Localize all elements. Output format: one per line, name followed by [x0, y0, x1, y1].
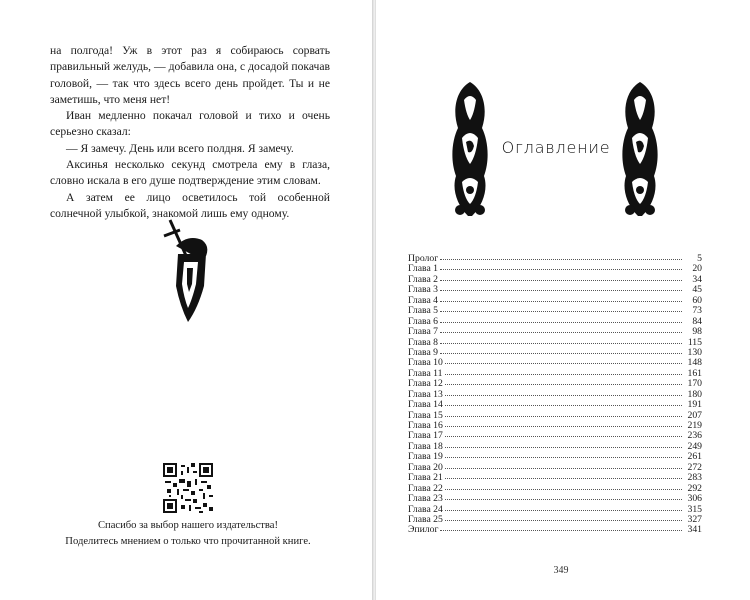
bird-ornament-icon: [616, 80, 664, 220]
toc-entry-page: 161: [687, 367, 702, 379]
toc-entry-title: Глава 15: [408, 409, 443, 421]
toc-entry-page: 115: [687, 336, 702, 348]
toc-leader: [445, 388, 682, 396]
toc-entry-title: Глава 19: [408, 451, 443, 463]
toc-entry-title: Глава 2: [408, 273, 439, 285]
toc-entry-title: Глава 8: [408, 336, 439, 348]
toc-entry-page: 84: [692, 315, 702, 327]
toc-entry-page: 170: [687, 378, 702, 390]
thanks-line: Поделитесь мнением о только что прочитанной книге.: [65, 535, 311, 547]
toc-entry-page: 292: [687, 482, 702, 494]
toc-leader: [445, 513, 682, 521]
toc-leader: [440, 262, 682, 270]
toc-entry-title: Эпилог: [408, 524, 439, 536]
toc-leader: [445, 461, 682, 469]
toc-entry-title: Глава 1: [408, 263, 439, 275]
toc-entry-page: 180: [687, 388, 702, 400]
toc-leader: [445, 450, 682, 458]
toc-entry-title: Глава 25: [408, 513, 443, 525]
toc-leader: [440, 294, 682, 302]
toc-entry-title: Глава 16: [408, 420, 443, 431]
toc-entry-page: 236: [687, 430, 702, 442]
toc-leader: [445, 471, 682, 479]
toc-title: Оглавление: [501, 138, 611, 157]
toc-leader: [440, 325, 682, 333]
toc-entry-title: Глава 12: [408, 378, 443, 390]
toc-leader: [445, 503, 682, 511]
paragraph: — Я замечу. День или всего полдня. Я замечу.: [66, 141, 294, 155]
toc-entry-title: Глава 24: [408, 503, 443, 515]
sword-shield-ornament-icon: [158, 216, 218, 326]
toc-entry-title: Глава 18: [408, 440, 443, 452]
toc-entry-title: Глава 11: [408, 367, 443, 379]
toc-entry-title: Пролог: [408, 253, 439, 264]
toc-leader: [445, 356, 682, 364]
toc-leader: [440, 523, 682, 531]
story-text: [50, 43, 330, 222]
toc-entry-title: Глава 6: [408, 315, 439, 327]
toc-entry-title: Глава 22: [408, 482, 443, 494]
toc-entry-page: 5: [697, 253, 702, 264]
toc-leader: [445, 377, 682, 385]
toc-entry-title: Глава 20: [408, 461, 443, 473]
toc-entry-page: 219: [687, 420, 702, 431]
toc-entry-page: 98: [692, 326, 702, 338]
toc-leader: [445, 398, 682, 406]
toc-leader: [445, 482, 682, 490]
toc-leader: [445, 492, 682, 500]
toc-leader: [440, 315, 682, 323]
toc-entry-page: 148: [687, 357, 702, 369]
toc-leader: [445, 419, 682, 427]
toc-entry-page: 60: [692, 294, 702, 306]
toc-leader: [445, 409, 682, 417]
toc-entry-page: 45: [692, 284, 702, 296]
toc-entry-page: 306: [687, 493, 702, 505]
toc-entry-page: 130: [687, 346, 702, 358]
toc-entry-title: Глава 3: [408, 284, 439, 296]
publisher-thanks: [60, 518, 316, 549]
toc-leader: [445, 440, 682, 448]
toc-entry-page: 207: [687, 409, 702, 421]
paragraph: на полгода! Уж в этот раз я собираюсь сорвать правильный желудь, — добавила она, с досадой покачав головой, — так что здесь всего день пройдет. Ты и не заметишь, что меня нет!: [50, 44, 330, 106]
thanks-line: Спасибо за выбор нашего издательства!: [97, 520, 279, 531]
toc-entry-page: 191: [687, 399, 702, 411]
toc-entry-page: 327: [687, 513, 702, 525]
toc-leader: [440, 252, 682, 260]
toc-leader: [440, 273, 682, 281]
toc-leader: [445, 429, 682, 437]
toc-entry-title: Глава 17: [408, 430, 443, 442]
toc-entry-title: Глава 7: [408, 326, 439, 338]
toc-entry-page: 272: [687, 461, 702, 473]
toc-leader: [445, 367, 682, 375]
toc-leader: [440, 336, 682, 344]
page-number: 349: [553, 565, 569, 576]
toc-leader: [440, 304, 682, 312]
toc-leader: [440, 346, 682, 354]
toc-entry-title: Глава 4: [408, 294, 439, 306]
toc-entry-page: 261: [687, 451, 702, 463]
table-of-contents: [408, 253, 702, 535]
toc-entry-title: Глава 13: [408, 388, 443, 400]
toc-heading: [446, 80, 666, 220]
toc-entry-page: 283: [687, 472, 702, 484]
toc-entry-page: 341: [687, 524, 702, 536]
bird-ornament-icon: [446, 80, 494, 220]
toc-entry-title: Глава 10: [408, 357, 443, 369]
qr-code-icon[interactable]: [163, 463, 213, 513]
toc-entry[interactable]: [408, 524, 702, 534]
paragraph: А затем ее лицо осветилось той особенной солнечной улыбкой, знакомой лишь ему одному.: [50, 190, 330, 220]
toc-entry-page: 20: [692, 263, 702, 275]
toc-entry-page: 249: [687, 440, 702, 452]
toc-entry-title: Глава 14: [408, 399, 443, 411]
toc-entry-title: Глава 9: [408, 346, 439, 358]
toc-entry-title: Глава 23: [408, 493, 443, 505]
toc-entry-page: 34: [692, 273, 702, 285]
toc-leader: [440, 283, 682, 291]
toc-entry-page: 73: [692, 305, 702, 317]
paragraph: Иван медленно покачал головой и тихо и очень серьезно сказал:: [50, 109, 330, 139]
toc-entry-title: Глава 5: [408, 305, 439, 317]
toc-entry-page: 315: [687, 503, 702, 515]
toc-entry-title: Глава 21: [408, 472, 443, 484]
paragraph: Аксинья несколько секунд смотрела ему в глаза, словно искала в его душе подтверждение этим словам.: [50, 158, 330, 188]
